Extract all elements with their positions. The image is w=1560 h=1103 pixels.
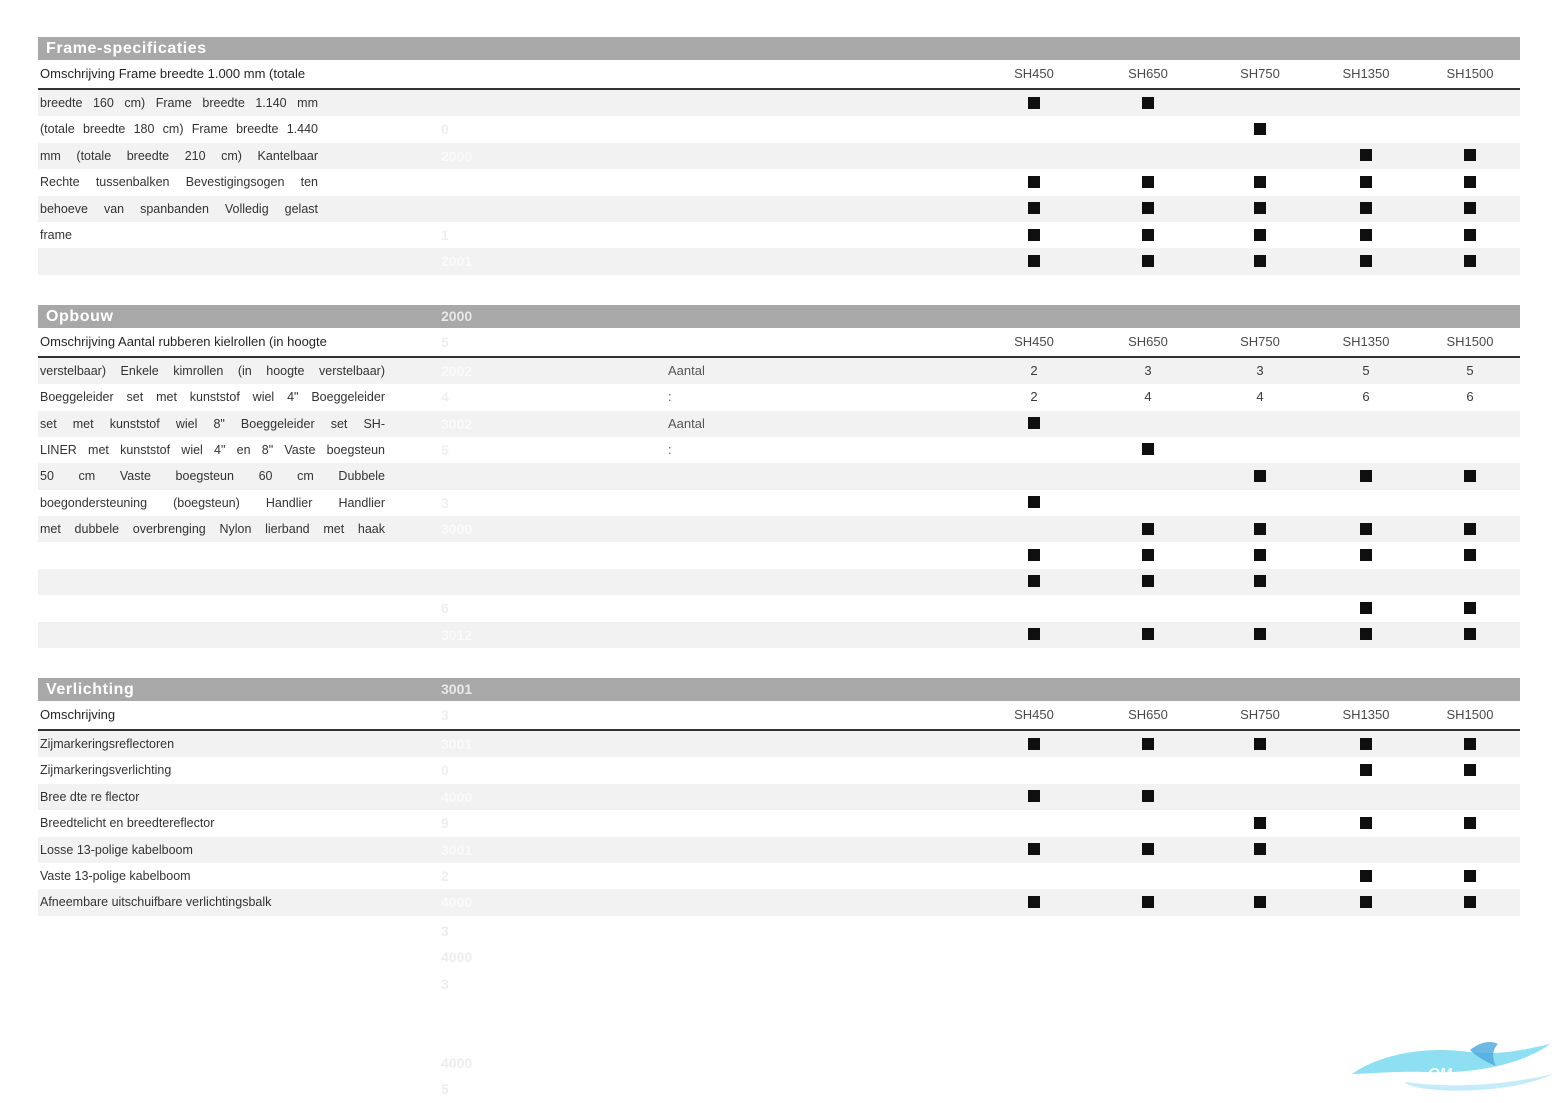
feature-cell [1108, 837, 1188, 863]
omschrijving-header: Omschrijving Aantal rubberen kielrollen (in hoogte [40, 333, 327, 349]
aantal-label: Aantal [668, 362, 705, 378]
feature-square [1142, 97, 1154, 109]
table-row [38, 595, 1520, 621]
description-cell: 50 cm Vaste boegsteun 60 cm Dubbele [40, 469, 385, 484]
feature-cell [1430, 143, 1510, 169]
feature-cell [1326, 143, 1406, 169]
section-bar-watermark: 2000 [441, 307, 473, 324]
feature-cell [1108, 889, 1188, 915]
feature-square [1360, 764, 1372, 776]
description-cell: Breedtelicht en breedtereflector [40, 816, 215, 831]
row-watermark-number: 5 [441, 441, 449, 458]
feature-cell [1220, 622, 1300, 648]
feature-square [1028, 843, 1040, 855]
feature-square [1028, 549, 1040, 561]
quantity-cell: 5 [1362, 362, 1370, 378]
section-header-bar [38, 305, 1520, 328]
description-cell: Losse 13-polige kabelboom [40, 842, 193, 857]
footer-watermark-number: 5 [441, 1081, 449, 1098]
feature-cell [1220, 463, 1300, 489]
description-cell: (totale breedte 180 cm) Frame breedte 1.440 [40, 122, 318, 137]
section-title: Opbouw [46, 307, 114, 325]
boat-swoosh-logo [1350, 1038, 1555, 1096]
section-verlichting [38, 678, 1520, 916]
feature-cell [1326, 622, 1406, 648]
feature-square [1254, 896, 1266, 908]
omschrijving-header: Omschrijving [40, 707, 116, 723]
quantity-cell: 3 [1144, 362, 1152, 378]
row-watermark-number: 3001 [441, 736, 473, 753]
feature-square [1254, 123, 1266, 135]
aantal-label: : [668, 389, 672, 405]
row-watermark-number: 3002 [441, 415, 473, 432]
section-header-bar [38, 678, 1520, 701]
table-row [38, 622, 1520, 648]
feature-square [1360, 817, 1372, 829]
table-row [38, 248, 1520, 274]
row-watermark-number: 2002 [441, 362, 473, 379]
feature-square [1360, 202, 1372, 214]
feature-square [1464, 896, 1476, 908]
spec-document [38, 37, 1520, 946]
feature-cell [1326, 889, 1406, 915]
feature-square [1254, 470, 1266, 482]
footer-watermark-number: 4000 [441, 1055, 473, 1071]
feature-cell [1108, 169, 1188, 195]
table-row [38, 863, 1520, 889]
model-column-header: SH1350 [1342, 707, 1390, 723]
row-watermark-number: 2001 [441, 253, 473, 270]
feature-square [1028, 229, 1040, 241]
feature-square [1464, 549, 1476, 561]
feature-cell [1220, 837, 1300, 863]
description-cell: LINER met kunststof wiel 4" en 8" Vaste boegsteun [40, 442, 385, 457]
model-column-header: SH650 [1128, 707, 1168, 723]
feature-square [1464, 602, 1476, 614]
feature-square [1360, 229, 1372, 241]
feature-square [1142, 575, 1154, 587]
feature-square [1464, 738, 1476, 750]
feature-cell [1108, 542, 1188, 568]
description-cell: behoeve van spanbanden Volledig gelast [40, 201, 318, 216]
feature-square [1360, 255, 1372, 267]
feature-square [1028, 896, 1040, 908]
row-watermark-number: 3000 [441, 521, 473, 538]
row-watermark-number: 4000 [441, 788, 473, 805]
feature-square [1142, 229, 1154, 241]
row-watermark-number: 3 [441, 494, 449, 511]
table-row [38, 569, 1520, 595]
feature-cell [1326, 731, 1406, 757]
feature-cell [1220, 889, 1300, 915]
feature-cell [994, 569, 1074, 595]
feature-square [1360, 602, 1372, 614]
table-row [38, 784, 1520, 810]
feature-square [1142, 843, 1154, 855]
feature-cell [1108, 196, 1188, 222]
feature-cell [1108, 622, 1188, 648]
quantity-cell: 5 [1466, 362, 1474, 378]
feature-cell [1326, 757, 1406, 783]
feature-square [1028, 628, 1040, 640]
feature-cell [1430, 757, 1510, 783]
sections-container [38, 37, 1520, 916]
feature-cell [1430, 595, 1510, 621]
row-watermark-number: 4 [441, 389, 449, 406]
table-row [38, 463, 1520, 489]
table-row [38, 516, 1520, 542]
feature-square [1360, 149, 1372, 161]
model-column-header: SH650 [1128, 333, 1168, 349]
feature-cell [1108, 437, 1188, 463]
feature-cell [1326, 595, 1406, 621]
feature-square [1254, 817, 1266, 829]
quantity-cell: 2 [1030, 389, 1038, 405]
omschrijving-header: Omschrijving Frame breedte 1.000 mm (totale [40, 66, 306, 81]
feature-cell [1430, 622, 1510, 648]
table-row [38, 358, 1520, 384]
table-row [38, 437, 1520, 463]
section-title: Frame-specificaties [46, 40, 207, 57]
feature-square [1028, 97, 1040, 109]
feature-cell [994, 837, 1074, 863]
feature-cell [1220, 169, 1300, 195]
feature-cell [994, 248, 1074, 274]
feature-cell [1108, 569, 1188, 595]
feature-square [1254, 575, 1266, 587]
quantity-cell: 6 [1362, 389, 1370, 405]
feature-cell [1326, 516, 1406, 542]
aantal-label: Aantal [668, 415, 705, 431]
table-row [38, 196, 1520, 222]
row-watermark-number: 4000 [441, 894, 473, 911]
feature-square [1360, 470, 1372, 482]
column-header-row [38, 701, 1520, 731]
feature-square [1254, 628, 1266, 640]
feature-cell [994, 90, 1074, 116]
row-watermark-number: 2 [441, 867, 449, 884]
feature-cell [1220, 516, 1300, 542]
table-row [38, 116, 1520, 142]
table-row [38, 490, 1520, 516]
feature-cell [1108, 248, 1188, 274]
table-row [38, 90, 1520, 116]
feature-cell [1220, 222, 1300, 248]
row-watermark-number: 3001 [441, 841, 473, 858]
table-row [38, 411, 1520, 437]
model-column-header: SH750 [1240, 707, 1280, 723]
quantity-cell: 4 [1144, 389, 1152, 405]
feature-square [1464, 229, 1476, 241]
feature-cell [1430, 810, 1510, 836]
feature-square [1360, 870, 1372, 882]
row-watermark-number: 1 [441, 226, 449, 243]
description-cell: boegondersteuning (boegsteun) Handlier Handlier [40, 495, 385, 510]
feature-cell [1326, 863, 1406, 889]
feature-cell [1220, 248, 1300, 274]
feature-square [1254, 843, 1266, 855]
row-watermark-number: 0 [441, 121, 449, 138]
description-cell: Zijmarkeringsverlichting [40, 763, 172, 778]
feature-cell [1108, 90, 1188, 116]
feature-cell [1430, 169, 1510, 195]
feature-cell [994, 411, 1074, 437]
feature-square [1142, 738, 1154, 750]
feature-square [1464, 202, 1476, 214]
feature-square [1464, 817, 1476, 829]
feature-square [1464, 523, 1476, 535]
feature-cell [1326, 248, 1406, 274]
feature-square [1464, 176, 1476, 188]
model-column-header: SH1350 [1342, 66, 1390, 81]
footer-watermark-number: 4000 [441, 949, 473, 966]
model-column-header: SH1500 [1446, 66, 1494, 81]
feature-cell [1220, 731, 1300, 757]
header-watermark: 3 [441, 707, 449, 724]
table-row [38, 143, 1520, 169]
section-opbouw [38, 305, 1520, 648]
feature-square [1142, 202, 1154, 214]
feature-cell [994, 731, 1074, 757]
table-row [38, 384, 1520, 410]
row-watermark-number: 9 [441, 815, 449, 832]
table-row [38, 810, 1520, 836]
feature-square [1142, 255, 1154, 267]
column-header-row [38, 60, 1520, 90]
feature-square [1028, 575, 1040, 587]
feature-square [1360, 549, 1372, 561]
feature-cell [1220, 542, 1300, 568]
feature-cell [1430, 542, 1510, 568]
header-watermark: 5 [441, 333, 449, 350]
feature-square [1360, 176, 1372, 188]
section-bar-watermark: 3001 [441, 681, 473, 698]
feature-square [1254, 523, 1266, 535]
feature-cell [1108, 784, 1188, 810]
model-column-header: SH750 [1240, 66, 1280, 81]
feature-square [1142, 549, 1154, 561]
feature-square [1464, 870, 1476, 882]
feature-square [1360, 738, 1372, 750]
table-row [38, 542, 1520, 568]
feature-cell [1430, 463, 1510, 489]
model-column-header: SH650 [1128, 66, 1168, 81]
description-cell: Afneembare uitschuifbare verlichtingsbalk [40, 895, 272, 910]
feature-cell [1430, 196, 1510, 222]
feature-square [1254, 255, 1266, 267]
feature-square [1028, 255, 1040, 267]
feature-square [1142, 628, 1154, 640]
feature-square [1142, 523, 1154, 535]
feature-square [1360, 896, 1372, 908]
feature-square [1142, 176, 1154, 188]
feature-cell [1326, 169, 1406, 195]
feature-square [1028, 738, 1040, 750]
quantity-cell: 4 [1256, 389, 1264, 405]
aantal-label: : [668, 441, 672, 457]
feature-square [1464, 628, 1476, 640]
description-cell: mm (totale breedte 210 cm) Kantelbaar [40, 148, 318, 163]
section-frame [38, 37, 1520, 275]
feature-square [1254, 176, 1266, 188]
feature-square [1142, 443, 1154, 455]
swoosh-svg [1350, 1038, 1555, 1096]
table-row [38, 757, 1520, 783]
feature-square [1028, 202, 1040, 214]
feature-square [1142, 790, 1154, 802]
feature-square [1464, 149, 1476, 161]
feature-cell [1326, 196, 1406, 222]
feature-square [1360, 523, 1372, 535]
feature-cell [1326, 463, 1406, 489]
feature-square [1028, 496, 1040, 508]
description-cell: frame [40, 227, 72, 242]
description-cell: breedte 160 cm) Frame breedte 1.140 mm [40, 96, 318, 110]
description-cell: set met kunststof wiel 8" Boeggeleider set SH- [40, 416, 385, 431]
description-cell: met dubbele overbrenging Nylon lierband met haak [40, 522, 385, 537]
table-row [38, 169, 1520, 195]
quantity-cell: 6 [1466, 389, 1474, 405]
feature-square [1254, 549, 1266, 561]
feature-square [1254, 229, 1266, 241]
table-row [38, 837, 1520, 863]
row-watermark-number: 6 [441, 600, 449, 617]
description-cell: Vaste 13-polige kabelboom [40, 868, 191, 883]
feature-square [1028, 417, 1040, 429]
quantity-cell: 3 [1256, 362, 1264, 378]
model-column-header: SH750 [1240, 333, 1280, 349]
row-watermark-number: 3012 [441, 626, 473, 643]
feature-cell [1220, 569, 1300, 595]
feature-square [1360, 628, 1372, 640]
feature-cell [994, 169, 1074, 195]
table-row [38, 222, 1520, 248]
feature-cell [1220, 116, 1300, 142]
feature-cell [1220, 196, 1300, 222]
table-row [38, 731, 1520, 757]
row-watermark-number: 0 [441, 762, 449, 779]
feature-cell [1430, 889, 1510, 915]
feature-square [1254, 738, 1266, 750]
feature-cell [1430, 222, 1510, 248]
feature-cell [1108, 731, 1188, 757]
model-column-header: SH450 [1014, 66, 1054, 81]
feature-cell [994, 784, 1074, 810]
feature-cell [994, 622, 1074, 648]
model-column-header: SH1500 [1446, 333, 1494, 349]
feature-cell [1220, 810, 1300, 836]
section-title: Verlichting [46, 681, 135, 699]
description-cell: Boeggeleider set met kunststof wiel 4" Boeggeleider [40, 390, 385, 405]
column-header-row [38, 328, 1520, 358]
description-cell: Zijmarkeringsreflectoren [40, 737, 175, 752]
feature-cell [1326, 222, 1406, 248]
feature-cell [1326, 542, 1406, 568]
feature-square [1028, 176, 1040, 188]
description-cell: Bree dte re flector [40, 789, 140, 804]
feature-cell [1430, 248, 1510, 274]
description-cell: Rechte tussenbalken Bevestigingsogen ten [40, 175, 318, 190]
table-row [38, 889, 1520, 915]
model-column-header: SH450 [1014, 333, 1054, 349]
feature-square [1142, 896, 1154, 908]
feature-cell [994, 222, 1074, 248]
feature-cell [1430, 731, 1510, 757]
model-column-header: SH1500 [1446, 707, 1494, 723]
feature-cell [1326, 810, 1406, 836]
feature-cell [994, 889, 1074, 915]
description-cell: verstelbaar) Enkele kimrollen (in hoogte verstelbaar) [40, 363, 385, 378]
feature-cell [994, 490, 1074, 516]
feature-cell [994, 542, 1074, 568]
model-column-header: SH1350 [1342, 333, 1390, 349]
row-watermark-number: 2000 [441, 147, 473, 164]
logo-overlay-text: OM [1428, 1065, 1453, 1082]
feature-square [1028, 790, 1040, 802]
model-column-header: SH450 [1014, 707, 1054, 723]
feature-square [1464, 470, 1476, 482]
feature-cell [1108, 516, 1188, 542]
quantity-cell: 2 [1030, 362, 1038, 378]
feature-cell [994, 196, 1074, 222]
feature-cell [1430, 863, 1510, 889]
footer-watermark-number: 3 [441, 975, 449, 992]
section-header-bar [38, 37, 1520, 60]
feature-cell [1108, 222, 1188, 248]
feature-square [1464, 255, 1476, 267]
feature-square [1254, 202, 1266, 214]
footer-watermark-number: 3 [441, 923, 449, 939]
feature-cell [1430, 516, 1510, 542]
feature-square [1464, 764, 1476, 776]
